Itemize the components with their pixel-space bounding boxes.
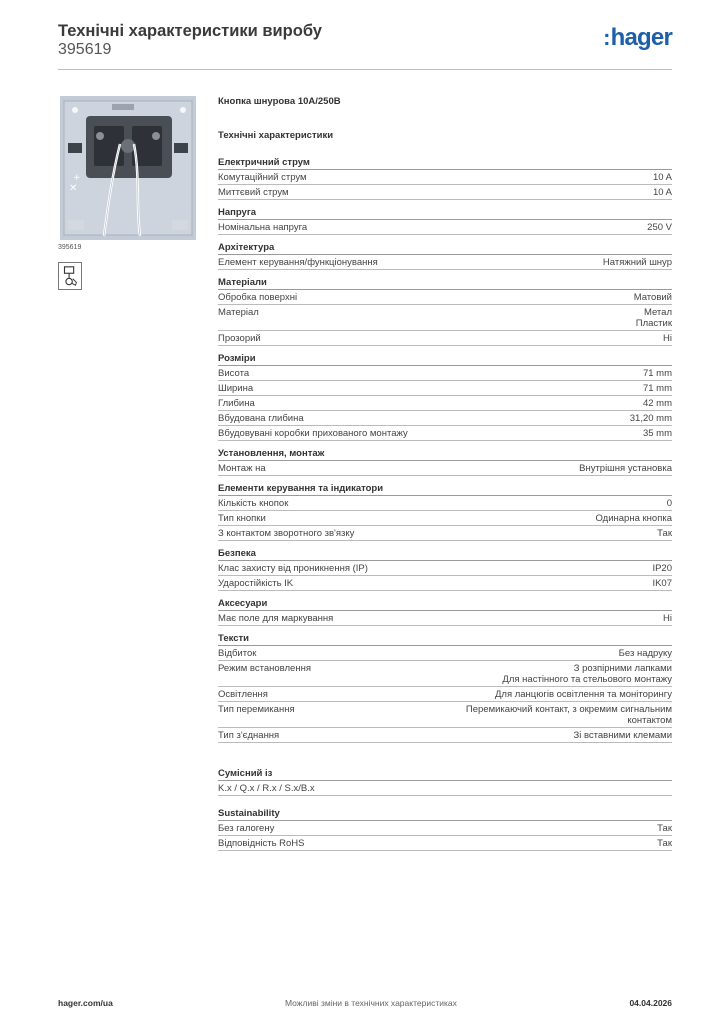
spec-value-line: 250 V xyxy=(647,222,672,233)
spec-value xyxy=(653,187,672,198)
spec-section xyxy=(218,352,672,441)
compat-row xyxy=(218,781,672,796)
spec-label: Клас захисту від проникнення (IP) xyxy=(218,563,368,574)
spec-label: Миттєвий струм xyxy=(218,187,289,198)
spec-row xyxy=(218,836,672,851)
spec-value-line: Перемикаючий контакт, з окремим сигнальним xyxy=(465,704,672,715)
spec-value-line: 10 A xyxy=(652,187,672,198)
spec-sections xyxy=(218,156,672,743)
spec-value-line: 10 A xyxy=(652,172,672,183)
spec-section xyxy=(218,156,672,200)
spec-value-line: 71 mm xyxy=(642,383,672,394)
spec-value xyxy=(653,172,672,183)
spec-value xyxy=(619,648,672,659)
spec-section xyxy=(218,632,672,743)
spec-label: З контактом зворотного зв'язку xyxy=(218,528,355,539)
spec-value xyxy=(657,838,672,849)
spec-value-line: 35 mm xyxy=(642,428,672,439)
spec-value xyxy=(657,528,672,539)
section-title: Елементи керування та індикатори xyxy=(218,482,672,496)
spec-value-line: 31,20 mm xyxy=(629,413,672,424)
pull-cord-icon xyxy=(58,262,82,290)
spec-row xyxy=(218,305,672,331)
spec-value-line: Так xyxy=(657,823,672,834)
spec-value xyxy=(579,463,672,474)
spec-row xyxy=(218,411,672,426)
spec-label: Ширина xyxy=(218,383,254,394)
spec-row xyxy=(218,646,672,661)
spec-row xyxy=(218,611,672,626)
section-title: Розміри xyxy=(218,352,672,366)
spec-row xyxy=(218,170,672,185)
spec-row xyxy=(218,366,672,381)
spec-section xyxy=(218,482,672,541)
document-title: Технічні характеристики виробу xyxy=(58,22,322,40)
spec-section xyxy=(218,447,672,476)
spec-row xyxy=(218,255,672,270)
spec-value xyxy=(630,413,672,424)
spec-row xyxy=(218,821,672,836)
compat-text: K.x / Q.x / R.x / S.x/B.x xyxy=(218,783,315,794)
image-caption: 395619 xyxy=(58,244,82,251)
spec-section xyxy=(218,547,672,591)
spec-value xyxy=(596,513,673,524)
section-title: Напруга xyxy=(218,206,672,220)
section-title: Аксесуари xyxy=(218,597,672,611)
spec-row xyxy=(218,396,672,411)
spec-label: Обробка поверхні xyxy=(218,292,298,303)
spec-row xyxy=(218,461,672,476)
spec-value xyxy=(663,613,672,624)
spec-label: Тип кнопки xyxy=(218,513,266,524)
spec-value xyxy=(573,730,672,741)
svg-text:+: + xyxy=(73,173,81,183)
spec-value-line: Ні xyxy=(663,333,672,344)
spec-value-line: 0 xyxy=(666,498,672,509)
spec-value-line: Внутрішня установка xyxy=(579,463,672,474)
spec-row xyxy=(218,728,672,743)
spec-row xyxy=(218,511,672,526)
spec-label: Глибина xyxy=(218,398,255,409)
spec-value-line: З розпірними лапками xyxy=(573,663,672,674)
spec-section xyxy=(218,206,672,235)
spec-value xyxy=(636,307,672,329)
spec-section xyxy=(218,276,672,346)
spec-label: Тип перемикання xyxy=(218,704,295,715)
spec-label: Монтаж на xyxy=(218,463,266,474)
spec-label: Комутаційний струм xyxy=(218,172,307,183)
spec-value xyxy=(652,578,672,589)
spec-label: Відбиток xyxy=(218,648,257,659)
footer-notice: Можливі зміни в технічних характеристиках xyxy=(285,998,457,1008)
document-code: 395619 xyxy=(58,41,112,58)
spec-value xyxy=(657,823,672,834)
spec-label: Вбудовувані коробки прихованого монтажу xyxy=(218,428,408,439)
section-title: Установлення, монтаж xyxy=(218,447,672,461)
spec-value-line: Для настінного та стельового монтажу xyxy=(502,674,672,685)
section-title: Безпека xyxy=(218,547,672,561)
spec-label: Номінальна напруга xyxy=(218,222,308,233)
spec-row xyxy=(218,561,672,576)
spec-label: Висота xyxy=(218,368,250,379)
svg-text:✕: ✕ xyxy=(69,183,78,194)
spec-value-line: 42 mm xyxy=(642,398,672,409)
spec-value xyxy=(603,257,672,268)
spec-value-line: Без надруку xyxy=(618,648,672,659)
spec-value xyxy=(643,383,672,394)
spec-label: Елемент керування/функціонування xyxy=(218,257,378,268)
sustainability-section xyxy=(218,807,672,851)
spec-value xyxy=(643,368,672,379)
spec-value-line: Так xyxy=(657,528,672,539)
spec-value-line: Метал xyxy=(643,307,672,318)
spec-row xyxy=(218,331,672,346)
spec-label: Має поле для маркування xyxy=(218,613,334,624)
spec-value xyxy=(634,292,672,303)
spec-value-line: Так xyxy=(657,838,672,849)
spec-label: Відповідність RoHS xyxy=(218,838,305,849)
section-title: Тексти xyxy=(218,632,672,646)
spec-label: Вбудована глибина xyxy=(218,413,304,424)
spec-label: Ударостійкість IK xyxy=(218,578,294,589)
spec-label: Режим встановлення xyxy=(218,663,311,674)
spec-label: Тип з'єднання xyxy=(218,730,280,741)
spec-value-line: Матовий xyxy=(633,292,672,303)
section-title: Матеріали xyxy=(218,276,672,290)
section-title: Архітектура xyxy=(218,241,672,255)
brand-logo[interactable]: :hager xyxy=(603,24,672,51)
product-name: Кнопка шнурова 10А/250В xyxy=(218,96,341,107)
spec-value xyxy=(643,428,672,439)
footer-date: 04.04.2026 xyxy=(629,998,672,1008)
spec-row xyxy=(218,687,672,702)
spec-value xyxy=(667,498,672,509)
spec-value xyxy=(652,563,672,574)
spec-row xyxy=(218,426,672,441)
spec-label: Освітлення xyxy=(218,689,268,700)
specs-heading: Технічні характеристики xyxy=(218,130,334,141)
spec-value xyxy=(643,398,672,409)
spec-label: Кількість кнопок xyxy=(218,498,289,509)
spec-content xyxy=(218,96,672,851)
spec-value xyxy=(647,222,672,233)
spec-value xyxy=(495,689,672,700)
footer-url[interactable]: hager.com/ua xyxy=(58,998,113,1008)
compat-section xyxy=(218,767,672,796)
spec-value-line: Одинарна кнопка xyxy=(595,513,672,524)
spec-label: Без галогену xyxy=(218,823,275,834)
spec-value-line: IK07 xyxy=(652,578,672,589)
spec-label: Прозорий xyxy=(218,333,261,344)
spec-value-line: Натяжний шнур xyxy=(602,257,672,268)
spec-label: Матеріал xyxy=(218,307,259,318)
spec-row xyxy=(218,702,672,728)
page-header xyxy=(58,20,672,70)
spec-row xyxy=(218,526,672,541)
spec-row xyxy=(218,661,672,687)
spec-value xyxy=(502,663,672,685)
spec-value-line: Для ланцюгів освітлення та моніторингу xyxy=(494,689,672,700)
spec-value xyxy=(466,704,672,726)
spec-section xyxy=(218,241,672,270)
compat-title: Сумісний із xyxy=(218,767,672,781)
sustainability-title: Sustainability xyxy=(218,807,672,821)
spec-row xyxy=(218,576,672,591)
spec-row xyxy=(218,290,672,305)
spec-value-line: 71 mm xyxy=(642,368,672,379)
spec-row xyxy=(218,185,672,200)
spec-value-line: контактом xyxy=(627,715,672,726)
spec-value-line: Пластик xyxy=(635,318,672,329)
spec-row xyxy=(218,381,672,396)
sustainability-rows xyxy=(218,821,672,851)
spec-value-line: Ні xyxy=(663,613,672,624)
product-image xyxy=(60,96,196,240)
spec-value-line: IP20 xyxy=(652,563,672,574)
spec-row xyxy=(218,496,672,511)
spec-row xyxy=(218,220,672,235)
section-title: Електричний струм xyxy=(218,156,672,170)
spec-value-line: Зі вставними клемами xyxy=(573,730,672,741)
spec-value xyxy=(663,333,672,344)
brand-logo-text: hager xyxy=(610,24,672,51)
spec-section xyxy=(218,597,672,626)
